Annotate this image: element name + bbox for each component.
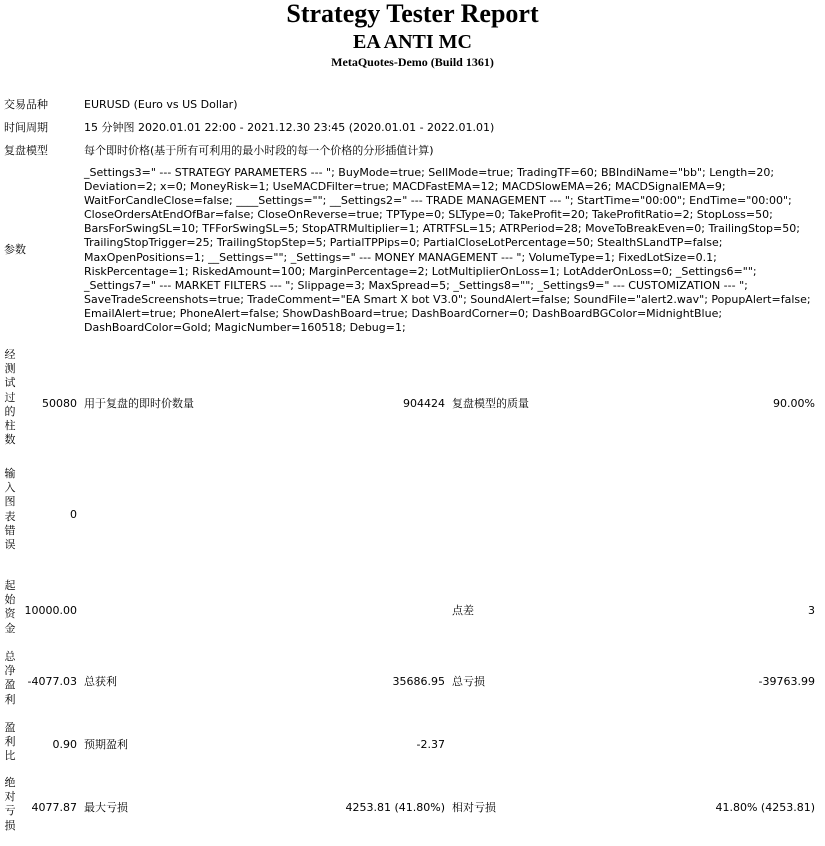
net-profit-value: -4077.03 bbox=[27, 675, 77, 688]
spread-label: 点差 bbox=[452, 604, 474, 617]
period-label: 时间周期 bbox=[4, 121, 48, 134]
profit-factor-label: 盈利比 bbox=[4, 721, 16, 763]
report-title: Strategy Tester Report bbox=[286, 0, 539, 28]
parameters-label: 参数 bbox=[4, 243, 26, 256]
expert-name: EA ANTI MC bbox=[353, 31, 472, 53]
period-value: 15 分钟图 2020.01.01 22:00 - 2021.12.30 23:45 (2020.01.01 - 2022.01.01) bbox=[84, 121, 495, 134]
maximal-drawdown-value: 4253.81 (41.80%) bbox=[345, 801, 445, 814]
model-value: 每个即时价格(基于所有可利用的最小时段的每一个价格的分形插值计算) bbox=[84, 144, 434, 157]
model-label: 复盘模型 bbox=[4, 144, 48, 157]
gross-loss-label: 总亏损 bbox=[452, 675, 485, 688]
ticks-modelled-value: 904424 bbox=[403, 397, 445, 410]
spread-value: 3 bbox=[808, 604, 815, 617]
symbol-value: EURUSD (Euro vs US Dollar) bbox=[84, 98, 238, 111]
bars-tested-label: 经测试过的柱数 bbox=[4, 348, 16, 447]
mismatched-errors-value: 0 bbox=[70, 508, 77, 521]
relative-drawdown-value: 41.80% (4253.81) bbox=[715, 801, 815, 814]
bars-tested-value: 50080 bbox=[42, 397, 77, 410]
net-profit-label: 总净盈利 bbox=[4, 650, 16, 706]
expected-payoff-label: 预期盈利 bbox=[84, 738, 128, 751]
gross-profit-label: 总获利 bbox=[84, 675, 117, 688]
modelling-quality-label: 复盘模型的质量 bbox=[452, 397, 529, 410]
modelling-quality-value: 90.00% bbox=[773, 397, 815, 410]
maximal-drawdown-label: 最大亏损 bbox=[84, 801, 128, 814]
mismatched-errors-label: 输入图表错误 bbox=[4, 467, 16, 552]
ticks-modelled-label: 用于复盘的即时价数量 bbox=[84, 397, 194, 410]
absolute-drawdown-label: 绝对亏损 bbox=[4, 776, 16, 832]
server-build: MetaQuotes-Demo (Build 1361) bbox=[331, 55, 494, 69]
relative-drawdown-label: 相对亏损 bbox=[452, 801, 496, 814]
absolute-drawdown-value: 4077.87 bbox=[31, 801, 77, 814]
initial-deposit-label: 起始资金 bbox=[4, 579, 16, 635]
profit-factor-value: 0.90 bbox=[52, 738, 77, 751]
expected-payoff-value: -2.37 bbox=[416, 738, 445, 751]
initial-deposit-value: 10000.00 bbox=[24, 604, 77, 617]
gross-profit-value: 35686.95 bbox=[392, 675, 445, 688]
symbol-label: 交易品种 bbox=[4, 98, 48, 111]
parameters-value: _Settings3=" --- STRATEGY PARAMETERS --- "; BuyMode=true; SellMode=true; TradingTF=60; BBIndiName="bb"; Length=20; Deviation=2; x=0; MoneyRisk=1; UseMACDFilter=true; MACDFastEMA=12; MACDSlowEMA=26; MACDSignalEMA=9; WaitForCandleClose=false; ____Settings=""; __Settings2=" --- TRADE MANAGEMENT --- "; StartTime="00:00"; EndTime="00:00"; CloseOrdersAtEndOfBar=false; CloseOnReverse=true; TPType=0; SLType=0; TakeProfit=20; TakeProfitRatio=2; StopLoss=50; BarsForSwingSL=10; TFForSwingSL=5; StopATRMultiplier=1; ATRTFSL=15; ATRPeriod=28; MoveToBreakEven=0; TrailingStop=50; TrailingStopTrigger=25; TrailingStopStep=5; PartialTPPips=0; PartialCloseLotPercentage=50; StealthSLandTP=false; MaxOpenPositions=1; __Settings=""; _Settings=" --- MONEY MANAGEMENT --- "; VolumeType=1; FixedLotSize=0.1; RiskPercentage=1; RiskedAmount=100; MarginPercentage=2; LotMultiplierOnLoss=1; LotAdderOnLoss=0; _Settings6=""; _Settings7=" --- MARKET FILTERS --- "; Slippage=3; MaxSpread=5; _Settings8=""; _Settings9=" --- CUSTOMIZATION --- "; SaveTradeScreenshots=true; TradeComment="EA Smart X bot V3.0"; SoundAlert=false; SoundFile="alert2.wav"; PopupAlert=false; EmailAlert=true; PhoneAlert=false; ShowDashBoard=true; DashBoardCorner=0; DashBoardBGColor=MidnightBlue; DashBoardColor=Gold; MagicNumber=160518; Debug=1; bbox=[84, 166, 811, 335]
gross-loss-value: -39763.99 bbox=[758, 675, 815, 688]
